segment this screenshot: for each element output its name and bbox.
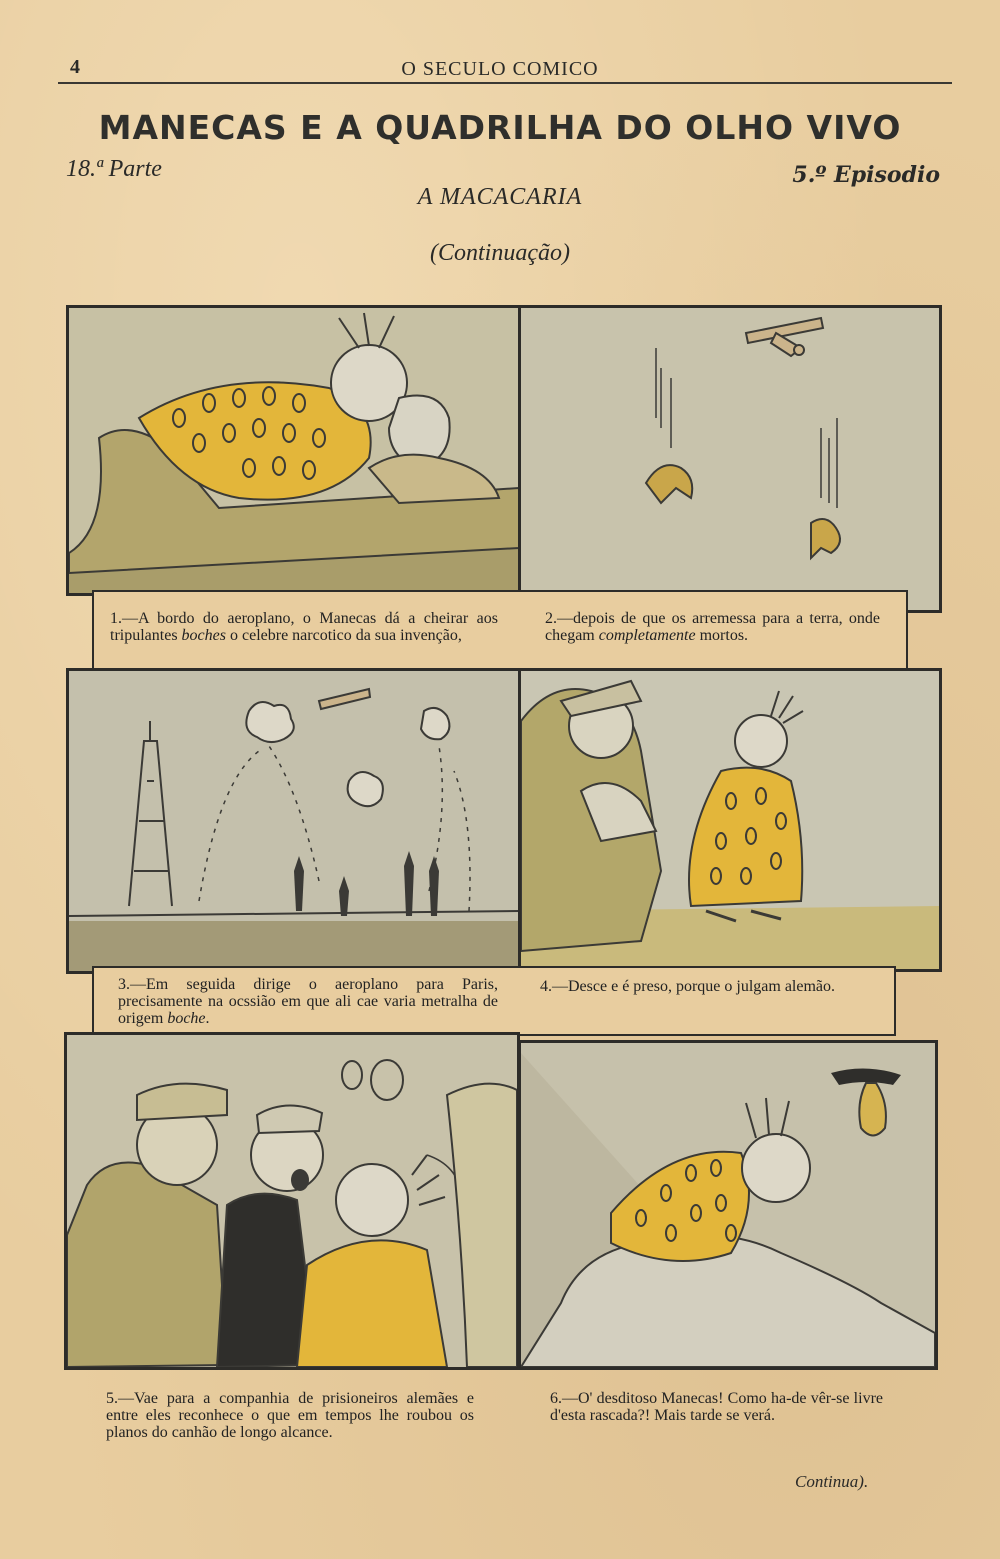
caption-panel-1: 1.—A bordo do aeroplano, o Manecas dá a cheirar aos tripulantes boches o celebre narcotico da sua invenção, [110,610,498,644]
story-title: MANECAS E A QUADRILHA DO OLHO VIVO [98,108,902,147]
episode-subtitle: A MACACARIA [417,184,583,210]
caption-panel-2: 2.—depois de que os arremessa para a terra, onde chegam completamente mortos. [545,610,880,644]
comic-panel-5 [64,1032,520,1370]
caption-panel-5: 5.—Vae para a companhia de prisioneiros alemães e entre eles reconhece o que em tempos lhe roubou os planos do canhão de longo alcance. [106,1390,474,1441]
comic-panel-1 [66,305,522,596]
comic-panel-6 [518,1040,938,1370]
continuation-label: (Continuação) [430,240,570,266]
page-number: 4 [70,56,80,78]
continues-label: Continua). [795,1472,869,1491]
episode-label: 5.º Episodio [792,162,940,188]
publication-title: O SECULO COMICO [401,58,599,80]
caption-panel-6: 6.—O' desditoso Manecas! Como ha-de vêr-se livre d'esta rascada?! Mais tarde se verá. [550,1390,883,1424]
comic-panel-4 [518,668,942,972]
comic-panel-3 [66,668,522,974]
header-rule [58,82,952,84]
part-label: 18.ª Parte [66,156,162,182]
comic-panel-2 [518,305,942,613]
caption-panel-3: 3.—Em seguida dirige o aeroplano para Paris, precisamente na ocssião em que ali cae varia metralha de origem boche. [118,976,498,1027]
caption-panel-4: 4.—Desce e é preso, porque o julgam alemão. [540,978,836,995]
